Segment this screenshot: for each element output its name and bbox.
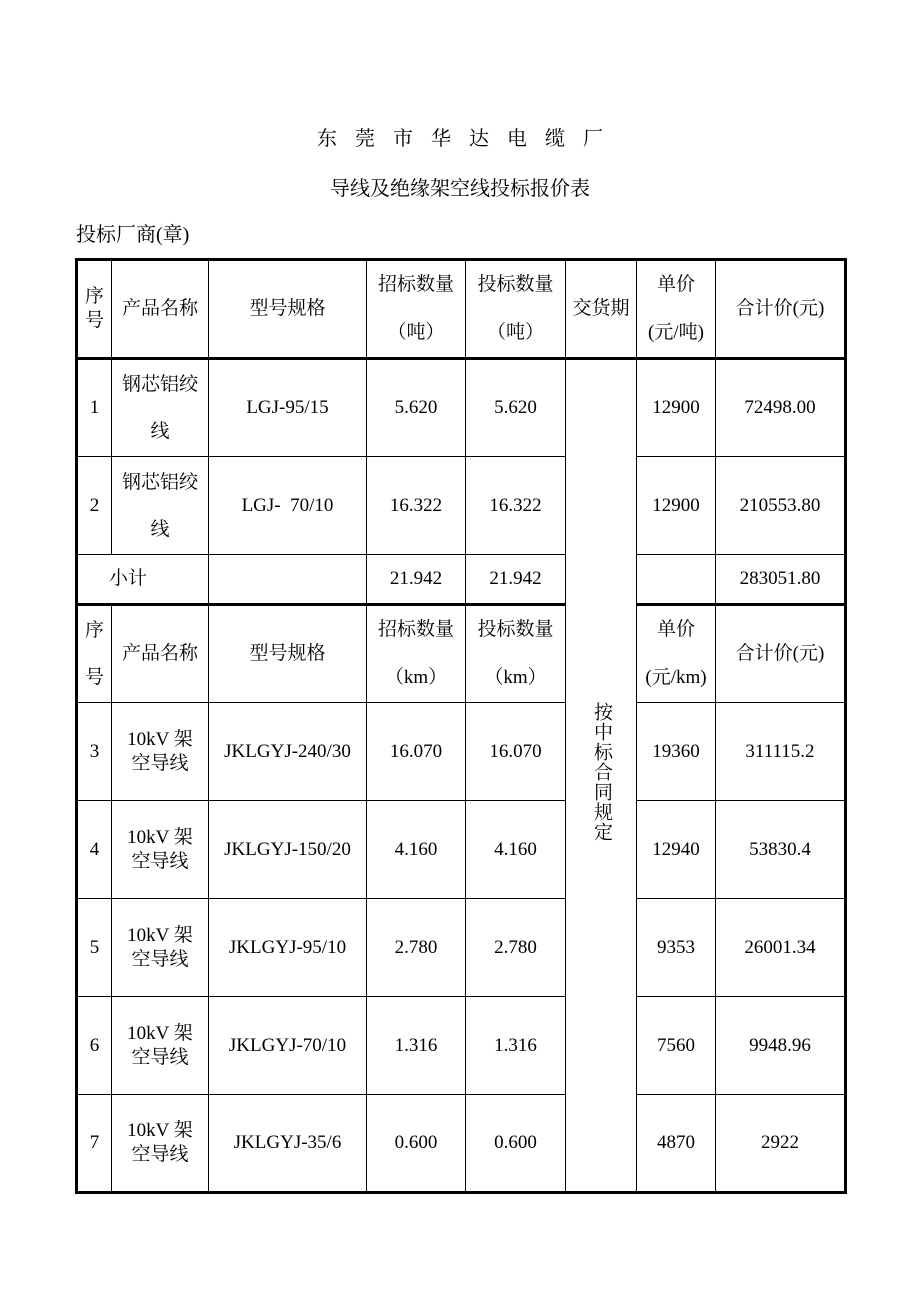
table-row [77,457,846,555]
subtotal-bid: 21.942 [466,555,566,605]
quote-table [75,258,847,1194]
delivery-note: 按中标合同规定 [591,702,612,842]
row-name: 钢芯铝绞线 [112,359,209,457]
row-seq: 7 [77,1095,112,1193]
header-bid-qty [466,260,566,359]
table-row [77,801,846,899]
row-spec: JKLGYJ-240/30 [209,703,367,801]
header-bid-qty-unit: （km） [484,667,547,688]
row-seq: 1 [77,359,112,457]
row-tender: 4.160 [367,801,466,899]
table-row [77,899,846,997]
header-price-unit: (元/km) [645,667,707,688]
row-spec: JKLGYJ-35/6 [209,1095,367,1193]
header-tender-qty [367,260,466,359]
row-name: 10kV 架空导线 [112,801,209,899]
header-price [637,605,716,703]
subtotal-row [77,555,846,605]
header-name: 产品名称 [112,260,209,359]
row-bid: 1.316 [466,997,566,1095]
header-delivery: 交货期 [566,260,637,359]
row-price: 12900 [637,359,716,457]
header-total: 合计价(元) [716,260,846,359]
row-bid: 0.600 [466,1095,566,1193]
header-seq: 序号 [77,605,112,703]
header-total: 合计价(元) [716,605,846,703]
row-price: 9353 [637,899,716,997]
header-tender-qty [367,605,466,703]
table-header-row [77,605,846,703]
row-name: 10kV 架空导线 [112,899,209,997]
row-tender: 1.316 [367,997,466,1095]
subtotal-spec [209,555,367,605]
row-spec: LGJ- 70/10 [209,457,367,555]
row-price: 4870 [637,1095,716,1193]
header-tender-qty-unit: （km） [384,667,448,688]
row-total: 2922 [716,1095,846,1193]
row-bid: 4.160 [466,801,566,899]
row-total: 311115.2 [716,703,846,801]
row-spec: JKLGYJ-70/10 [209,997,367,1095]
table-row [77,1095,846,1193]
header-tender-qty-label: 招标数量 [377,619,454,640]
row-tender: 0.600 [367,1095,466,1193]
row-seq: 6 [77,997,112,1095]
row-bid: 16.322 [466,457,566,555]
header-bid-qty [466,605,566,703]
row-total: 9948.96 [716,997,846,1095]
row-name: 10kV 架空导线 [112,1095,209,1193]
subtotal-price [637,555,716,605]
row-seq: 4 [77,801,112,899]
row-tender: 2.780 [367,899,466,997]
table-header-row [77,260,846,359]
document-title: 导线及绝缘架空线投标报价表 [330,178,590,200]
row-name: 10kV 架空导线 [112,703,209,801]
header-bid-qty-unit: （吨） [486,322,544,343]
row-tender: 16.322 [367,457,466,555]
header-price-label: 单价 [656,619,695,640]
row-total: 53830.4 [716,801,846,899]
row-price: 12900 [637,457,716,555]
header-bid-qty-label: 投标数量 [477,619,554,640]
header-name: 产品名称 [112,605,209,703]
vendor-label: 投标厂商(章) [76,224,190,246]
header-price-unit: (元/吨) [648,322,704,343]
header-spec: 型号规格 [209,260,367,359]
row-tender: 5.620 [367,359,466,457]
row-total: 72498.00 [716,359,846,457]
row-total: 210553.80 [716,457,846,555]
table-row [77,703,846,801]
row-bid: 2.780 [466,899,566,997]
row-name: 钢芯铝绞线 [112,457,209,555]
row-spec: LGJ-95/15 [209,359,367,457]
row-seq: 2 [77,457,112,555]
row-seq: 5 [77,899,112,997]
header-tender-qty-label: 招标数量 [377,274,454,295]
company-title: 东莞市华达电缆厂 [317,128,621,150]
row-seq: 3 [77,703,112,801]
header-seq: 序号 [77,260,112,359]
header-price-label: 单价 [656,274,695,295]
row-spec: JKLGYJ-95/10 [209,899,367,997]
row-price: 19360 [637,703,716,801]
subtotal-tender: 21.942 [367,555,466,605]
row-price: 7560 [637,997,716,1095]
header-tender-qty-unit: （吨） [387,322,445,343]
row-spec: JKLGYJ-150/20 [209,801,367,899]
table-row [77,997,846,1095]
delivery-merged-cell [566,359,637,1193]
table-row [77,359,846,457]
row-bid: 16.070 [466,703,566,801]
header-price [637,260,716,359]
row-name: 10kV 架空导线 [112,997,209,1095]
subtotal-label: 小计 [77,555,209,605]
header-bid-qty-label: 投标数量 [477,274,554,295]
row-total: 26001.34 [716,899,846,997]
row-bid: 5.620 [466,359,566,457]
header-spec: 型号规格 [209,605,367,703]
row-tender: 16.070 [367,703,466,801]
subtotal-total: 283051.80 [716,555,846,605]
row-price: 12940 [637,801,716,899]
